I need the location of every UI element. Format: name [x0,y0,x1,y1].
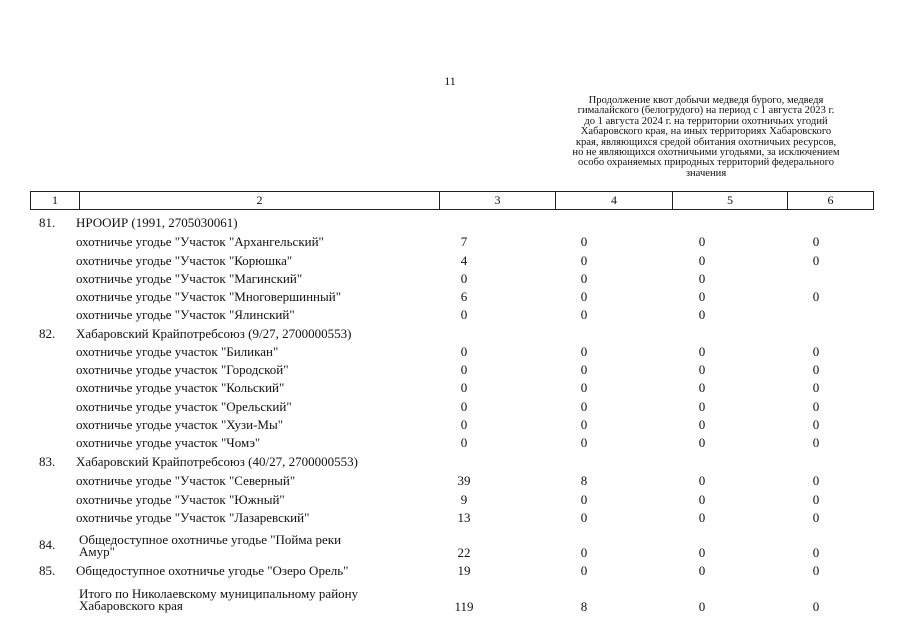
header-line: гималайского (белогрудого) на период с 1 августа 2023 г. [577,105,835,117]
quota-cell-c5: 0 [698,492,706,507]
table-row [0,343,906,361]
column-header-table [30,191,874,210]
row-label: охотничье угодье участок "Чомэ" [76,435,261,450]
quota-cell-c3: 39 [457,473,471,488]
header-line: Продолжение квот добычи медведя бурого, медведя [588,95,824,106]
quota-cell-c4: 0 [580,253,588,268]
table-row [0,361,906,379]
row-label: охотничье угодье "Участок "Многовершинный" [76,289,341,304]
column-header: 3 [440,192,556,210]
quota-cell-c6: 0 [812,510,820,525]
table-row [0,509,906,527]
table-row [0,306,906,324]
quota-cell-c4: 0 [580,289,588,304]
table-row [0,472,906,490]
quota-cell-c6: 0 [812,289,820,304]
quota-cell-c3: 0 [460,307,468,322]
row-label: охотничье угодье участок "Хузи-Мы" [76,417,284,432]
quota-cell-c3: 0 [460,362,468,377]
row-label [79,588,358,612]
row-label: охотничье угодье участок "Биликан" [76,344,279,359]
row-number: 82. [39,326,56,341]
header-line: края, являющихся средой обитания охотничьих ресурсов, [575,136,837,148]
row-label: Общедоступное охотничье угодье "Озеро Орель" [76,563,349,578]
quota-cell-c6: 0 [812,399,820,414]
row-label-line: Амур" [79,544,115,559]
quota-cell-c5: 0 [698,307,706,322]
row-label: Хабаровский Крайпотребсоюз (40/27, 2700000553) [76,454,358,469]
row-label: НРООИР (1991, 2705030061) [76,215,238,230]
column-header: 6 [788,192,874,210]
quota-cell-c4: 0 [580,435,588,450]
quota-cell-c4: 0 [580,380,588,395]
quota-cell-c6: 0 [812,435,820,450]
quota-cell-c5: 0 [698,362,706,377]
quota-cell-c4: 0 [580,362,588,377]
quota-cell-c5: 0 [698,253,706,268]
document-header [536,96,876,179]
header-line: значения [685,167,727,179]
quota-cell-c3: 0 [460,435,468,450]
quota-cell-c6: 0 [812,563,820,578]
quota-cell-c6: 0 [812,344,820,359]
quota-cell-c3: 0 [460,380,468,395]
table-row [0,252,906,270]
quota-cell-c5: 0 [698,380,706,395]
quota-cell-c4: 0 [580,399,588,414]
quota-cell-c5: 0 [698,599,706,614]
table-row [0,453,906,471]
quota-cell-c3: 19 [457,563,471,578]
table-row [0,214,906,232]
row-label-line: Итого по Николаевскому муниципальному району [79,586,359,601]
row-label: охотничье угодье "Участок "Северный" [76,473,296,488]
row-number: 85. [39,563,56,578]
quota-cell-c4: 8 [580,599,588,614]
quota-cell-c5: 0 [698,510,706,525]
row-label: охотничье угодье "Участок "Лазаревский" [76,510,310,525]
quota-cell-c5: 0 [698,545,706,560]
row-number: 83. [39,454,56,469]
quota-cell-c4: 0 [580,234,588,249]
quota-cell-c5: 0 [698,344,706,359]
column-header: 2 [80,192,440,210]
quota-cell-c4: 0 [580,545,588,560]
quota-cell-c4: 8 [580,473,588,488]
quota-cell-c5: 0 [698,399,706,414]
quota-cell-c3: 119 [454,599,474,614]
row-label: Хабаровский Крайпотребсоюз (9/27, 2700000553) [76,326,352,341]
header-line: особо охраняемых природных территорий федерального [577,157,835,169]
quota-cell-c6: 0 [812,417,820,432]
quota-cell-c6: 0 [812,234,820,249]
table-row [0,233,906,251]
table-row [0,416,906,434]
row-label: охотничье угодье "Участок "Корюшка" [76,253,293,268]
quota-cell-c5: 0 [698,473,706,488]
quota-cell-c3: 22 [457,545,471,560]
quota-cell-c3: 13 [457,510,471,525]
quota-cell-c4: 0 [580,417,588,432]
row-label: охотничье угодье "Участок "Ялинский" [76,307,295,322]
column-header: 5 [673,192,788,210]
header-line: Хабаровского края, на иных территориях Хабаровского [580,126,832,138]
table-row [0,586,906,614]
row-label: охотничье угодье участок "Кольский" [76,380,285,395]
row-number: 84. [39,537,56,552]
row-label-line: Хабаровского края [79,598,183,613]
row-label-line: Общедоступное охотничье угодье "Пойма реки [79,532,342,547]
table-row [0,379,906,397]
quota-cell-c4: 0 [580,344,588,359]
table-row [0,532,906,560]
table-row [0,325,906,343]
table-row [0,398,906,416]
quota-cell-c4: 0 [580,563,588,578]
quota-cell-c3: 6 [460,289,468,304]
row-label: охотничье угодье "Участок "Магинский" [76,271,303,286]
quota-cell-c3: 0 [460,271,468,286]
quota-cell-c3: 7 [460,234,468,249]
quota-cell-c4: 0 [580,510,588,525]
quota-cell-c6: 0 [812,599,820,614]
quota-cell-c5: 0 [698,417,706,432]
quota-cell-c3: 0 [460,399,468,414]
quota-cell-c4: 0 [580,271,588,286]
column-header: 1 [31,192,80,210]
quota-cell-c5: 0 [698,271,706,286]
table-row [0,562,906,580]
quota-cell-c4: 0 [580,492,588,507]
quota-cell-c5: 0 [698,563,706,578]
quota-cell-c4: 0 [580,307,588,322]
table-row [0,270,906,288]
row-label: охотничье угодье участок "Орельский" [76,399,292,414]
table-row [0,491,906,509]
quota-cell-c6: 0 [812,473,820,488]
quota-cell-c3: 9 [460,492,468,507]
row-number: 81. [39,215,56,230]
column-header: 4 [556,192,673,210]
table-row [0,288,906,306]
row-label: охотничье угодье "Участок "Архангельский" [76,234,324,249]
quota-cell-c3: 4 [460,253,468,268]
quota-cell-c5: 0 [698,289,706,304]
quota-cell-c6: 0 [812,362,820,377]
quota-cell-c6: 0 [812,545,820,560]
header-line: но не являющихся охотничьими угодьями, за исключением [572,147,840,159]
quota-cell-c5: 0 [698,435,706,450]
header-line: до 1 августа 2024 г. на территории охотничьих угодий [584,115,828,127]
table-row [0,434,906,452]
page-number: 11 [444,74,456,88]
row-label: охотничье угодье участок "Городской" [76,362,289,377]
row-label [79,534,341,558]
quota-cell-c6: 0 [812,380,820,395]
quota-cell-c5: 0 [698,234,706,249]
row-label: охотничье угодье "Участок "Южный" [76,492,285,507]
quota-cell-c6: 0 [812,253,820,268]
quota-cell-c6: 0 [812,492,820,507]
quota-cell-c3: 0 [460,344,468,359]
quota-cell-c3: 0 [460,417,468,432]
